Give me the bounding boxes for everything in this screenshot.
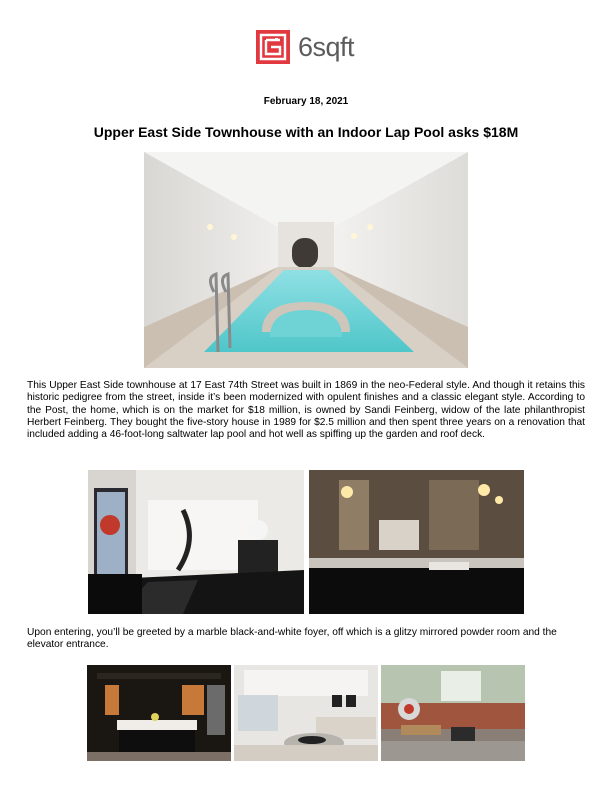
living-room-photo	[234, 665, 378, 761]
kitchen-photo	[87, 665, 231, 761]
garden-photo	[381, 665, 525, 761]
site-logo[interactable]	[256, 30, 354, 64]
foyer-photo	[88, 470, 304, 614]
article-paragraph-1: This Upper East Side townhouse at 17 East 74th Street was built in 1869 in the neo-Federal style. And though it retains this historic pedigree from the street, inside it’s been modernized with opulent finishes and a classic elegant style. According to the Post, the home, which is on the market for $18 million, is owned by Sandi Feinberg, widow of the late philanthropist Herbert Feinberg. They bought the five-story house in 1989 for $2.5 million and then spent three years on a renovation that included adding a 46-foot-long saltwater lap pool and hot well as spiffing up the garden and roof deck.	[27, 380, 585, 441]
logo-icon	[256, 30, 290, 64]
article-date: February 18, 2021	[263, 96, 349, 107]
logo-text: 6sqft	[298, 31, 355, 62]
article-title: Upper East Side Townhouse with an Indoor Lap Pool asks $18M	[93, 124, 519, 140]
article-paragraph-2: Upon entering, you’ll be greeted by a marble black-and-white foyer, off which is a glitzy mirrored powder room and the elevator entrance.	[27, 627, 557, 651]
powder-room-photo	[309, 470, 524, 614]
pool-photo	[144, 152, 468, 368]
